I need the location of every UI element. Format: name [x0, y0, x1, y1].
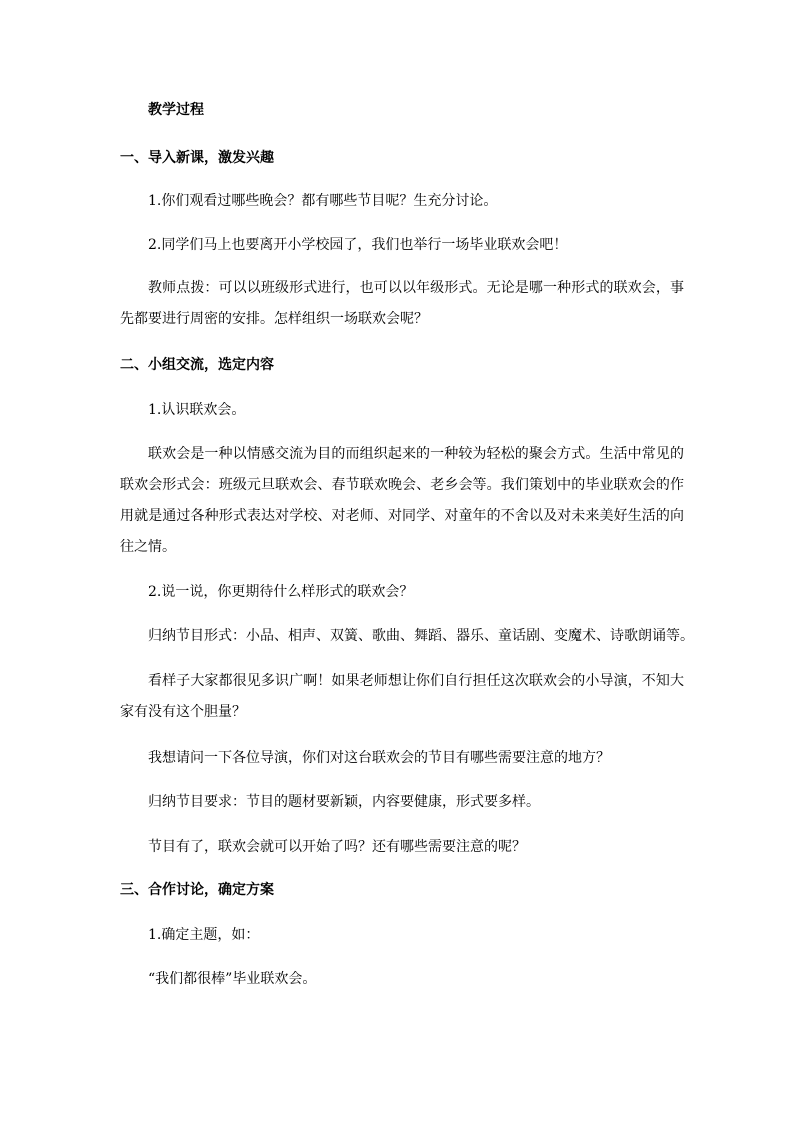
- theme-example: “我们都很棒”毕业联欢会。: [148, 971, 317, 987]
- teacher-tip-line-2: 先都要进行周密的安排。怎样组织一场联欢会呢？: [120, 311, 428, 327]
- section2-item-1: 1.认识联欢会。: [148, 402, 246, 418]
- director-question: 我想请问一下各位导演，你们对这台联欢会的节目有哪些需要注意的地方？: [148, 750, 610, 766]
- section-heading-2: 二、小组交流，选定内容: [120, 357, 274, 373]
- section-heading-1: 一、导入新课，激发兴趣: [120, 150, 274, 166]
- section3-item-1: 1.确定主题，如：: [148, 927, 260, 943]
- program-requirements: 归纳节目要求：节目的题材要新颖，内容要健康，形式要多样。: [148, 794, 540, 810]
- director-line-1: 看样子大家都很见多识广啊！如果老师想让你们自行担任这次联欢会的小导演，不知大: [148, 673, 684, 689]
- definition-line-2: 联欢会形式会：班级元旦联欢会、春节联欢晚会、老乡会等。我们策划中的毕业联欢会的作: [120, 477, 684, 493]
- definition-line-1: 联欢会是一种以情感交流为目的而组织起来的一种较为轻松的聚会方式。生活中常见的: [148, 446, 684, 462]
- section1-item-2: 2.同学们马上也要离开小学校园了，我们也举行一场毕业联欢会吧！: [148, 237, 568, 253]
- definition-paragraph: [120, 439, 684, 563]
- teacher-tip-line-1: 教师点拨：可以以班级形式进行，也可以以年级形式。无论是哪一种形式的联欢会，事: [148, 280, 684, 296]
- teacher-tip-paragraph: [120, 273, 684, 335]
- next-question: 节目有了，联欢会就可以开始了吗？还有哪些需要注意的呢？: [148, 839, 526, 855]
- document-title: 教学过程: [148, 102, 204, 118]
- section-heading-3: 三、合作讨论，确定方案: [120, 882, 274, 898]
- program-forms: 归纳节目形式：小品、相声、双簧、歌曲、舞蹈、器乐、童话剧、变魔术、诗歌朗诵等。: [148, 628, 694, 644]
- director-line-2: 家有没有这个胆量？: [120, 704, 246, 720]
- section2-item-2: 2.说一说，你更期待什么样形式的联欢会？: [148, 584, 414, 600]
- definition-line-3: 用就是通过各种形式表达对学校、对老师、对同学、对童年的不舍以及对未来美好生活的向: [120, 508, 684, 524]
- director-paragraph: [120, 666, 684, 728]
- definition-line-4: 往之情。: [120, 539, 176, 555]
- section1-item-1: 1.你们观看过哪些晚会？都有哪些节目呢？生充分讨论。: [148, 193, 498, 209]
